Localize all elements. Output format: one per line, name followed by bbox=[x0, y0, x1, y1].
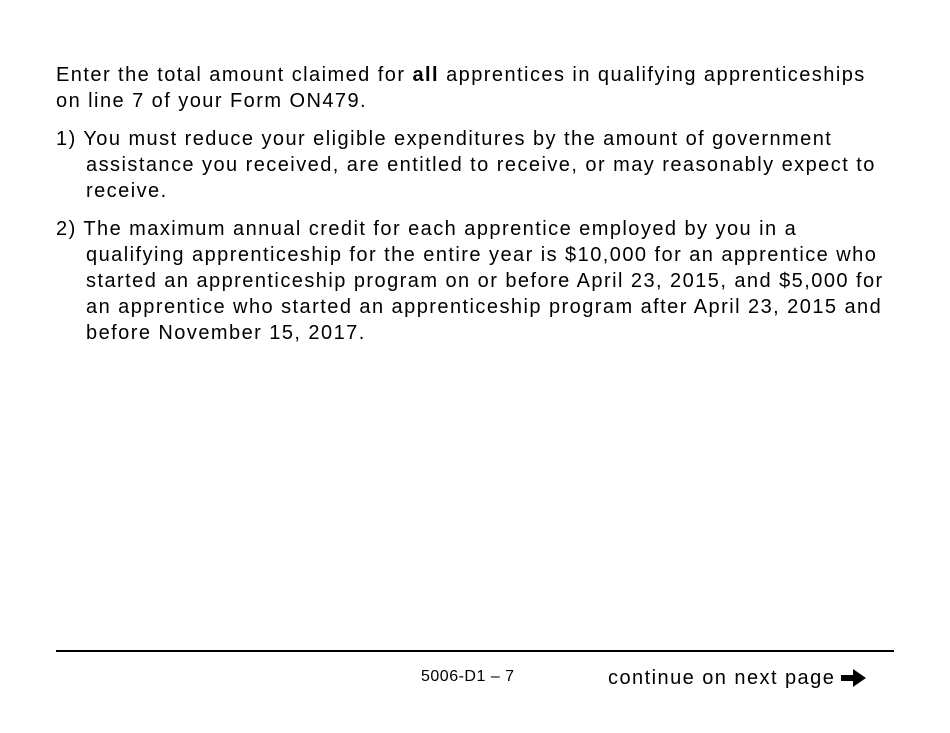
continue-on-next-page bbox=[608, 666, 869, 690]
footer-divider bbox=[56, 650, 894, 652]
intro-text-start: Enter the total amount claimed for bbox=[56, 64, 413, 86]
note-2-text: The maximum annual credit for each apprentice employed by you in a qualifying apprenticeship for the entire year is $10,000 for an apprentice who started an apprenticeship program on or before April 23, 2015, and $5,000 for an apprentice who started an apprenticeship program after April 23, 2015 and before November 15, 2017. bbox=[83, 218, 884, 344]
note-1 bbox=[56, 126, 896, 204]
intro-bold-word: all bbox=[412, 64, 440, 86]
intro-paragraph bbox=[56, 62, 896, 114]
note-2-number: 2) bbox=[56, 218, 77, 240]
continue-label: continue on next page bbox=[608, 666, 836, 689]
right-arrow-icon bbox=[839, 666, 869, 690]
note-2 bbox=[56, 216, 896, 346]
note-1-text: You must reduce your eligible expenditures by the amount of government assistance you received, are entitled to receive, or may reasonably expect to receive. bbox=[83, 128, 876, 202]
page-number: 5006-D1 – 7 bbox=[421, 668, 515, 685]
page-body bbox=[56, 62, 896, 358]
intro-text-end: apprentices in qualifying apprenticeships on line 7 of your Form ON479. bbox=[56, 64, 866, 112]
note-1-number: 1) bbox=[56, 128, 77, 150]
